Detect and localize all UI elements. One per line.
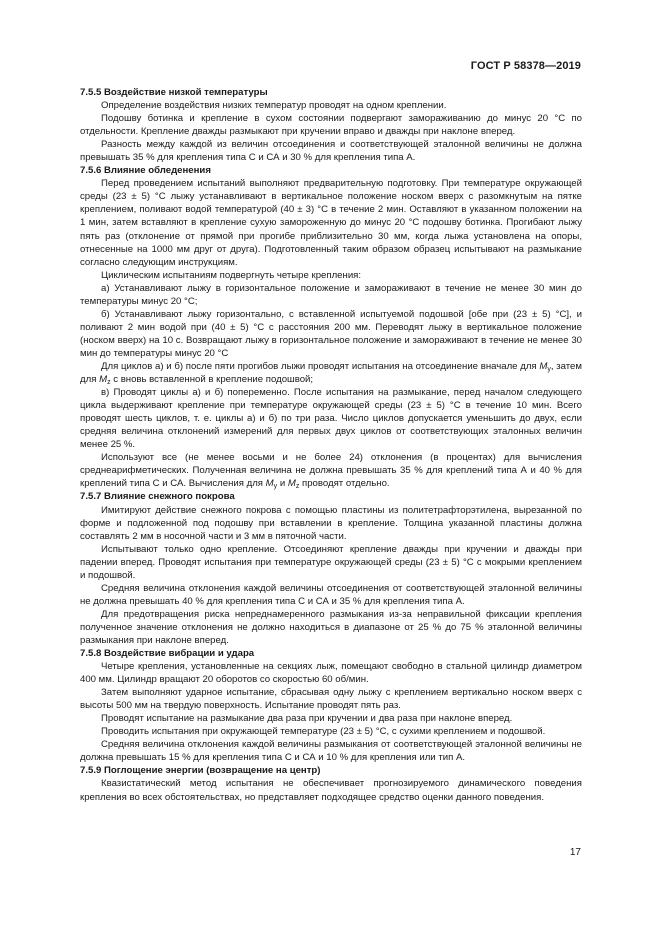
page-number: 17 [569, 847, 581, 858]
paragraph: Проводить испытания при окружающей температуре (23 ± 5) °С, с сухими креплением и подошвой. [101, 726, 546, 738]
paragraph: Четыре крепления, установленные на секциях лыж, помещают свободно в стальной цилиндр диаметром 400 мм. Цилиндр вращают 20 оборотов со скоростью 60 об/мин. [80, 661, 582, 686]
list-item-b: б) Устанавливают лыжу горизонтально, с вставленной испытуемой подошвой [обе при (23 ± 5) °С], и поливают 2 мин водой при (40 ± 5) °С с расстояния 200 мм. Переводят лыжу в вертикальное положение (носком вверх) на 10 с. Возвращают лыжу в горизонтальное положение и замораживают в течение не менее 30 мин до температуры минус 20 °С [80, 308, 582, 359]
paragraph: Разность между каждой из величин отсоединения и соответствующей эталонной величины не должна превышать 35 % для крепления типа С и СА и 30 % для крепления типа А. [80, 139, 582, 164]
paragraph: Используют все (не менее восьми и не более 24) отклонения (в процентах) для вычисления среднеарифметических. Полученная величина не должна превышать 35 % для креплений типа А и 40 % для креплений типа С и СА. Вычисления для $M_y$ и $M_z$ проводят отдельно. [80, 452, 582, 491]
paragraph: Проводят испытание на размыкание два раза при кручении и два раза при наклоне вперед. [101, 713, 513, 725]
section-title-7-5-8: 7.5.8 Воздействие вибрации и удара [80, 648, 255, 660]
section-title-7-5-9: 7.5.9 Поглощение энергии (возвращение на центр) [80, 765, 321, 777]
paragraph: Испытывают только одно крепление. Отсоединяют крепление дважды при кручении и дважды при падении вперед. Проводят испытания при температуре окружающей среды (23 ± 5) °С с мокрыми креплением и подошвой. [80, 543, 582, 581]
paragraph: Для циклов а) и б) после пяти прогибов лыжи проводят испытания на отсоединение вначале для $M_y$, затем для $M_z$ с вновь вставленной в крепление подошвой; [80, 360, 582, 387]
section-title-7-5-6: 7.5.6 Влияние обледенения [80, 165, 211, 177]
document-body [80, 86, 582, 804]
paragraph: Затем выполняют ударное испытание, сбрасывая одну лыжу с креплением вертикально носком вверх с высоты 500 мм на твердую поверхность. Испытание проводят пять раз. [80, 687, 582, 712]
symbol-mz: M [99, 374, 108, 386]
paragraph: Средняя величина отклонения каждой величины размыкания от соответствующей эталонной величины не должна превышать 15 % для крепления типа С и СА и 10 % для крепления или тип А. [80, 739, 582, 764]
paragraph: Определение воздействия низких температур проводят на одном креплении. [101, 100, 447, 112]
paragraph: Для предотвращения риска непреднамеренного размыкания из-за неправильной фиксации крепления полученное значение отклонения не должно находиться в диапазоне от 25 % до 75 % эталонной величины размыкания при наклоне вперед. [80, 608, 582, 646]
symbol-my: M [265, 478, 274, 490]
symbol-mz: M [287, 478, 296, 490]
symbol-my: M [539, 360, 548, 372]
paragraph: Квазистатический метод испытания не обеспечивает прогнозируемого динамического поведения крепления во всех обстоятельствах, но представляет подходящее средство оценки данного поведения. [80, 778, 582, 803]
list-item-c: в) Проводят циклы а) и б) попеременно. После испытания на размыкание, перед началом следующего цикла выдерживают крепление при температуре окружающей среды (23 ± 5) °С в течение 10 мин. Всего проводят шесть циклов, т. е. циклы а) и б) по три раза. Число циклов допускается уменьшить до двух, если средняя величина отклонений измерений для первых двух циклов от соответствующих эталонных величин менее 25 %. [80, 387, 582, 451]
section-title-7-5-7: 7.5.7 Влияние снежного покрова [80, 491, 235, 503]
paragraph: Перед проведением испытаний выполняют предварительную подготовку. При температуре окружающей среды (23 ± 5) °С лыжу устанавливают в вертикальное положение носком вверх с разомкнутым на пятке креплением, поливают водой температурой (40 ± 3) °С в течение 2 мин. Оставляют в указанном положении на 1 мин, затем вставляют в крепление сухую замороженную до минус 20 °С подошву ботинка. Прогибают лыжу пять раз (отклонение от прямой при прогибе приблизительно 30 мм, когда лыжа установлена на опоры, отнесенные на 1000 мм друг от друга). Подготовленный таким образом образец испытывают на размыкание согласно следующим инструкциям. [80, 178, 582, 268]
document-code: ГОСТ Р 58378—2019 [470, 60, 581, 72]
list-item-a: а) Устанавливают лыжу в горизонтальное положение и замораживают в течение не менее 30 мин до температуры минус 20 °С; [80, 282, 582, 307]
paragraph: Средняя величина отклонения каждой величины отсоединения от соответствующей эталонной величины не должна превышать 40 % для крепления типа С и СА и 35 % для крепления типа А. [80, 582, 582, 607]
paragraph: Имитируют действие снежного покрова с помощью пластины из политетрафторэтилена, вырезанной по форме и подложенной под подошву при вставлении в крепление. Толщина указанной пластины должна составлять 2 мм в носочной части и 3 мм в пяточной части. [80, 504, 582, 542]
paragraph: Циклическим испытаниям подвергнуть четыре крепления: [101, 269, 362, 281]
section-title-7-5-5: 7.5.5 Воздействие низкой температуры [80, 87, 268, 98]
paragraph: Подошву ботинка и крепление в сухом состоянии подвергают замораживанию до минус 20 °С по отдельности. Крепление дважды размыкают при кручении вправо и дважды при наклоне вперед. [80, 113, 582, 138]
